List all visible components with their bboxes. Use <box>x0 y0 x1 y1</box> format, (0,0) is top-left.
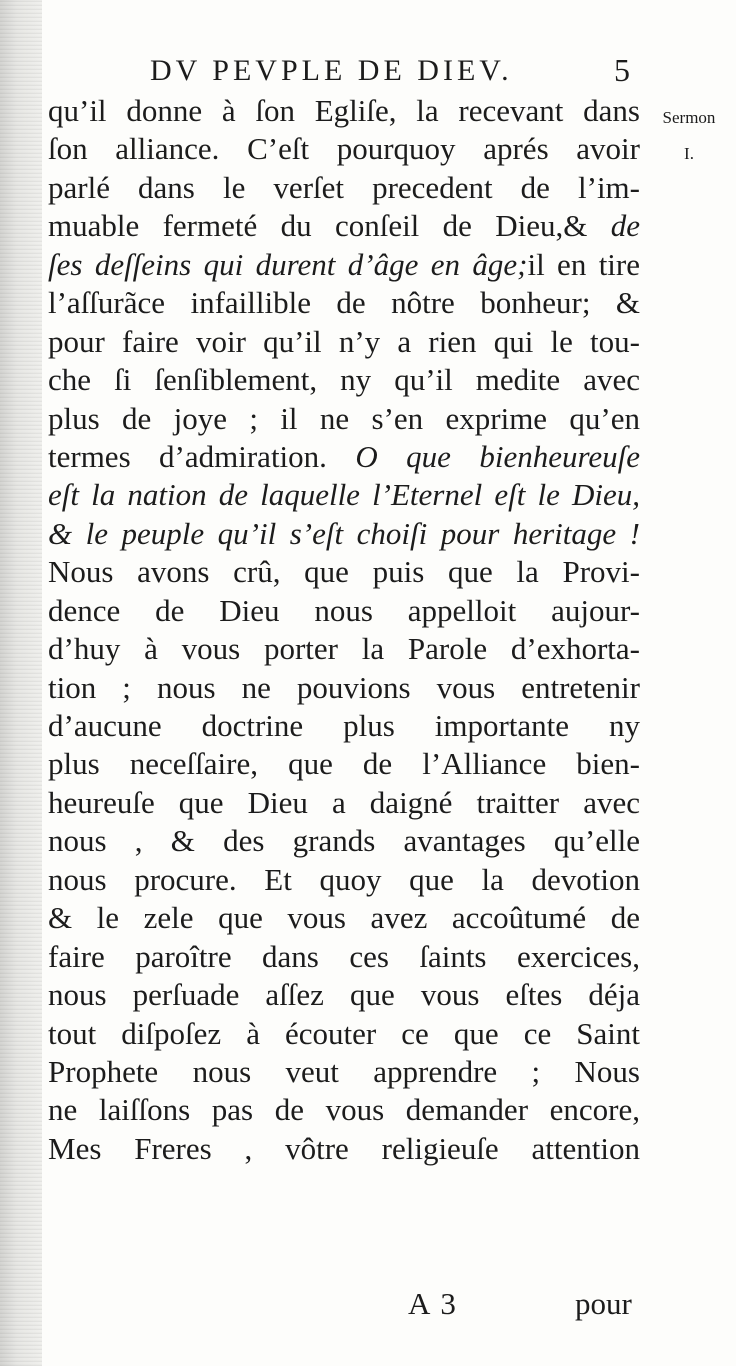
page-gutter-shadow <box>0 0 42 1366</box>
text-line-18: plus neceſſaire, que de l’Alliance bien- <box>48 746 640 782</box>
text-line-9: plus de joye ; il ne s’en exprime qu’en <box>48 400 640 436</box>
text-line-15: d’huy à vous porter la Parole d’exhorta- <box>48 631 640 667</box>
text-line-24: nous perſuade aſſez que vous eſtes déja <box>48 977 640 1013</box>
text-line-20: nous , & des grands avantages qu’elle <box>48 823 640 859</box>
text-line-21: nous procure. Et quoy que la devotion <box>48 861 640 897</box>
signature-mark: A 3 <box>408 1286 458 1321</box>
text-line-8: che ſi ſenſiblement, ny qu’il medite avec <box>48 362 640 398</box>
text-line-26: Prophete nous veut apprendre ; Nous <box>48 1053 640 1089</box>
page-footer <box>48 1284 640 1324</box>
margin-note-number: I. <box>684 144 694 163</box>
text-line-4-roman: muable fermeté du conſeil de Dieu,& <box>48 208 588 244</box>
text-line-17: d’aucune doctrine plus importante ny <box>48 708 640 743</box>
text-line-23: faire paroître dans ces ſaints exercices, <box>48 938 640 974</box>
text-line-13: Nous avons crû, que puis que la Provi- <box>48 554 640 590</box>
text-line-5-italic: ſes deſſeins qui durent d’âge en âge; <box>48 246 528 282</box>
text-line-3: parlé dans le verſet precedent de l’im- <box>48 169 640 205</box>
body-text <box>48 92 640 1168</box>
margin-note-sermon: Sermon <box>662 108 716 127</box>
text-line-5 <box>48 246 640 284</box>
text-line-10-italic: O que bienheureuſe <box>355 438 641 474</box>
text-line-14: dence de Dieu nous appelloit aujour- <box>48 592 640 628</box>
page-number: 5 <box>614 52 630 88</box>
text-line-10 <box>48 438 640 476</box>
catchword: pour <box>575 1286 632 1321</box>
text-line-25: tout diſpoſez à écouter ce que ce Saint <box>48 1015 640 1051</box>
text-line-10-roman: termes d’admiration. <box>48 438 327 474</box>
text-line-27: ne laiſſons pas de vous demander encore, <box>48 1092 640 1128</box>
text-line-4 <box>48 207 640 245</box>
text-line-11: eſt la nation de laquelle l’Eternel eſt le Dieu, <box>48 477 640 513</box>
running-title: DV PEVPLE DE DIEV. <box>150 54 513 87</box>
margin-note <box>644 100 734 172</box>
text-line-22: & le zele que vous avez accoûtumé de <box>48 900 640 936</box>
text-line-1: qu’il donne à ſon Egliſe, la recevant dans <box>48 93 640 128</box>
text-line-5-roman: il en tire <box>527 246 640 282</box>
text-line-6: l’aſſurãce infaillible de nôtre bonheur; & <box>48 285 640 321</box>
text-line-28: Mes Freres , vôtre religieuſe attention <box>48 1130 640 1166</box>
text-line-4-italic: de <box>587 208 640 244</box>
text-line-19: heureuſe que Dieu a daigné traitter avec <box>48 784 640 820</box>
text-line-7: pour faire voir qu’il n’y a rien qui le tou- <box>48 323 640 359</box>
text-line-16: tion ; nous ne pouvions vous entretenir <box>48 669 640 705</box>
text-line-12: & le peuple qu’il s’eſt choiſi pour heritage ! <box>48 515 640 551</box>
text-line-2: ſon alliance. C’eſt pourquoy aprés avoir <box>48 131 640 167</box>
